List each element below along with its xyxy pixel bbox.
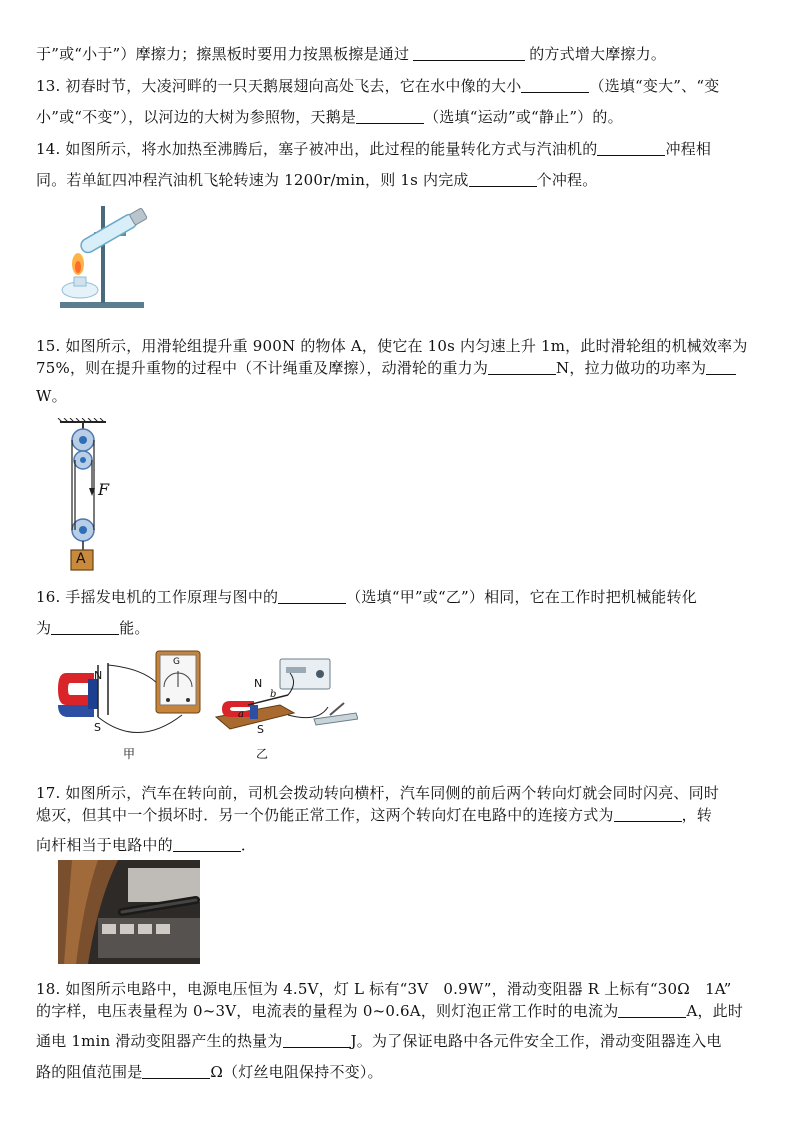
- q15-line-3: [36, 386, 67, 406]
- q14-boiling-tube-figure: [56, 204, 148, 310]
- q13-blank-2[interactable]: [356, 109, 424, 124]
- q18-text-2-tail: A，此时: [686, 1002, 744, 1020]
- q16-text: 16. 手摇发电机的工作原理与图中的: [36, 588, 279, 606]
- force-f-label: F: [98, 480, 110, 499]
- q14-line-2: [36, 170, 597, 190]
- q17-text-2: 熄灭，但其中一个损坏时．另一个仍能正常工作，这两个转向灯在电路中的连接方式为: [36, 806, 614, 824]
- q17-blank-2[interactable]: [173, 837, 241, 852]
- q17-text-3: 向杆相当于电路中的: [36, 836, 173, 854]
- caption-yi: 乙: [256, 747, 269, 761]
- q18-line-1: [36, 979, 732, 999]
- q13-line-1: [36, 76, 719, 96]
- q14-blank-1[interactable]: [597, 141, 665, 156]
- q18-text-3-tail: J。为了保证电路中各元件安全工作，滑动变阻器连入电: [350, 1032, 722, 1050]
- q13-text-2: 小”或“不变”），以河边的大树为参照物，天鹅是: [36, 108, 357, 126]
- yi-wire-b-label: b: [270, 689, 277, 700]
- q12-blank[interactable]: [413, 46, 525, 61]
- q16-figures: [58, 645, 358, 763]
- q14-line-1: [36, 139, 711, 159]
- q12-text: 于”或“小于”）摩擦力；擦黑板时要用力按黑板擦是通过: [36, 45, 410, 63]
- q17-text-3-tail: ．: [240, 836, 257, 854]
- q17-turn-lever-photo: [58, 860, 200, 964]
- jia-pole-n: N: [94, 669, 103, 682]
- q13-text-2-tail: （选填“运动”或“静止”）的。: [424, 108, 623, 126]
- q12-line-1: [36, 44, 666, 64]
- q16-line-2: [36, 618, 150, 638]
- q15-blank-1[interactable]: [488, 360, 556, 375]
- q16-line-1: [36, 587, 697, 607]
- galvanometer-g-label: G: [173, 657, 180, 667]
- jia-pole-s: S: [94, 721, 101, 734]
- caption-jia: 甲: [123, 747, 136, 761]
- q14-text-tail: 冲程相: [665, 140, 712, 158]
- q18-blank-1[interactable]: [618, 1003, 686, 1018]
- q14-text: 14. 如图所示，将水加热至沸腾后，塞子被冲出，此过程的能量转化方式与汽油机的: [36, 140, 598, 158]
- q15-text-2: 75%，则在提升重物的过程中（不计绳重及摩擦），动滑轮的重力为: [36, 359, 489, 377]
- q17-text: 17. 如图所示，汽车在转向前，司机会拨动转向横杆，汽车同侧的前后两个转向灯就会同时闪亮、同时: [36, 784, 720, 802]
- q12-text-tail: 的方式增大摩擦力。: [529, 45, 667, 63]
- q17-blank-1[interactable]: [614, 807, 682, 822]
- q18-text: 18. 如图所示电路中，电源电压恒为 4.5V，灯 L 标有“3V 0.9W”，滑动变阻器 R 上标有“30Ω 1A”: [36, 980, 732, 998]
- q13-text-tail: （选填“变大”、“变: [589, 77, 720, 95]
- q16-text-tail: （选填“甲”或“乙”）相同，它在工作时把机械能转化: [346, 588, 697, 606]
- q14-text-2-tail: 个冲程。: [536, 171, 598, 189]
- block-a-label: A: [76, 551, 86, 567]
- q15-line-2: [36, 358, 736, 378]
- q13-blank-1[interactable]: [521, 78, 589, 93]
- q13-line-2: [36, 107, 623, 127]
- q15-blank-2[interactable]: [706, 360, 736, 375]
- q14-blank-2[interactable]: [469, 172, 537, 187]
- q17-line-2: [36, 805, 712, 825]
- yi-pole-n: N: [254, 677, 263, 690]
- q17-text-2-tail: ，转: [681, 806, 713, 824]
- yi-wire-a-label: a: [238, 709, 244, 720]
- q16-text-2: 为: [36, 619, 52, 637]
- q15-line-1: [36, 336, 748, 356]
- q16-blank-1[interactable]: [278, 589, 346, 604]
- q14-text-2: 同。若单缸四冲程汽油机飞轮转速为 1200r/min，则 1s 内完成: [36, 171, 469, 189]
- q18-blank-2[interactable]: [283, 1033, 351, 1048]
- q16-blank-2[interactable]: [51, 620, 119, 635]
- q13-text: 13. 初春时节，大凌河畔的一只天鹅展翅向高处飞去，它在水中像的大小: [36, 77, 522, 95]
- q18-line-2: [36, 1001, 743, 1021]
- q18-blank-3[interactable]: [142, 1064, 210, 1079]
- q15-text: 15. 如图所示，用滑轮组提升重 900N 的物体 A，使它在 10s 内匀速上升 1m，此时滑轮组的机械效率为: [36, 337, 748, 355]
- q16-text-2-tail: 能。: [119, 619, 150, 637]
- q15-text-2-mid: N，拉力做功的功率为: [556, 359, 707, 377]
- q17-line-3: [36, 835, 256, 855]
- q15-text-3: W。: [36, 387, 67, 405]
- q18-text-3: 通电 1min 滑动变阻器产生的热量为: [36, 1032, 283, 1050]
- q18-text-4-tail: Ω（灯丝电阻保持不变）。: [210, 1063, 383, 1081]
- q15-pulley-figure: [56, 418, 116, 572]
- yi-pole-s: S: [257, 723, 264, 736]
- q18-text-2: 的字样，电压表量程为 0~3V，电流表的量程为 0~0.6A，则灯泡正常工作时的电流为: [36, 1002, 619, 1020]
- q18-text-4: 路的阻值范围是: [36, 1063, 143, 1081]
- q18-line-4: [36, 1062, 383, 1082]
- q18-line-3: [36, 1031, 722, 1051]
- q17-line-1: [36, 783, 719, 803]
